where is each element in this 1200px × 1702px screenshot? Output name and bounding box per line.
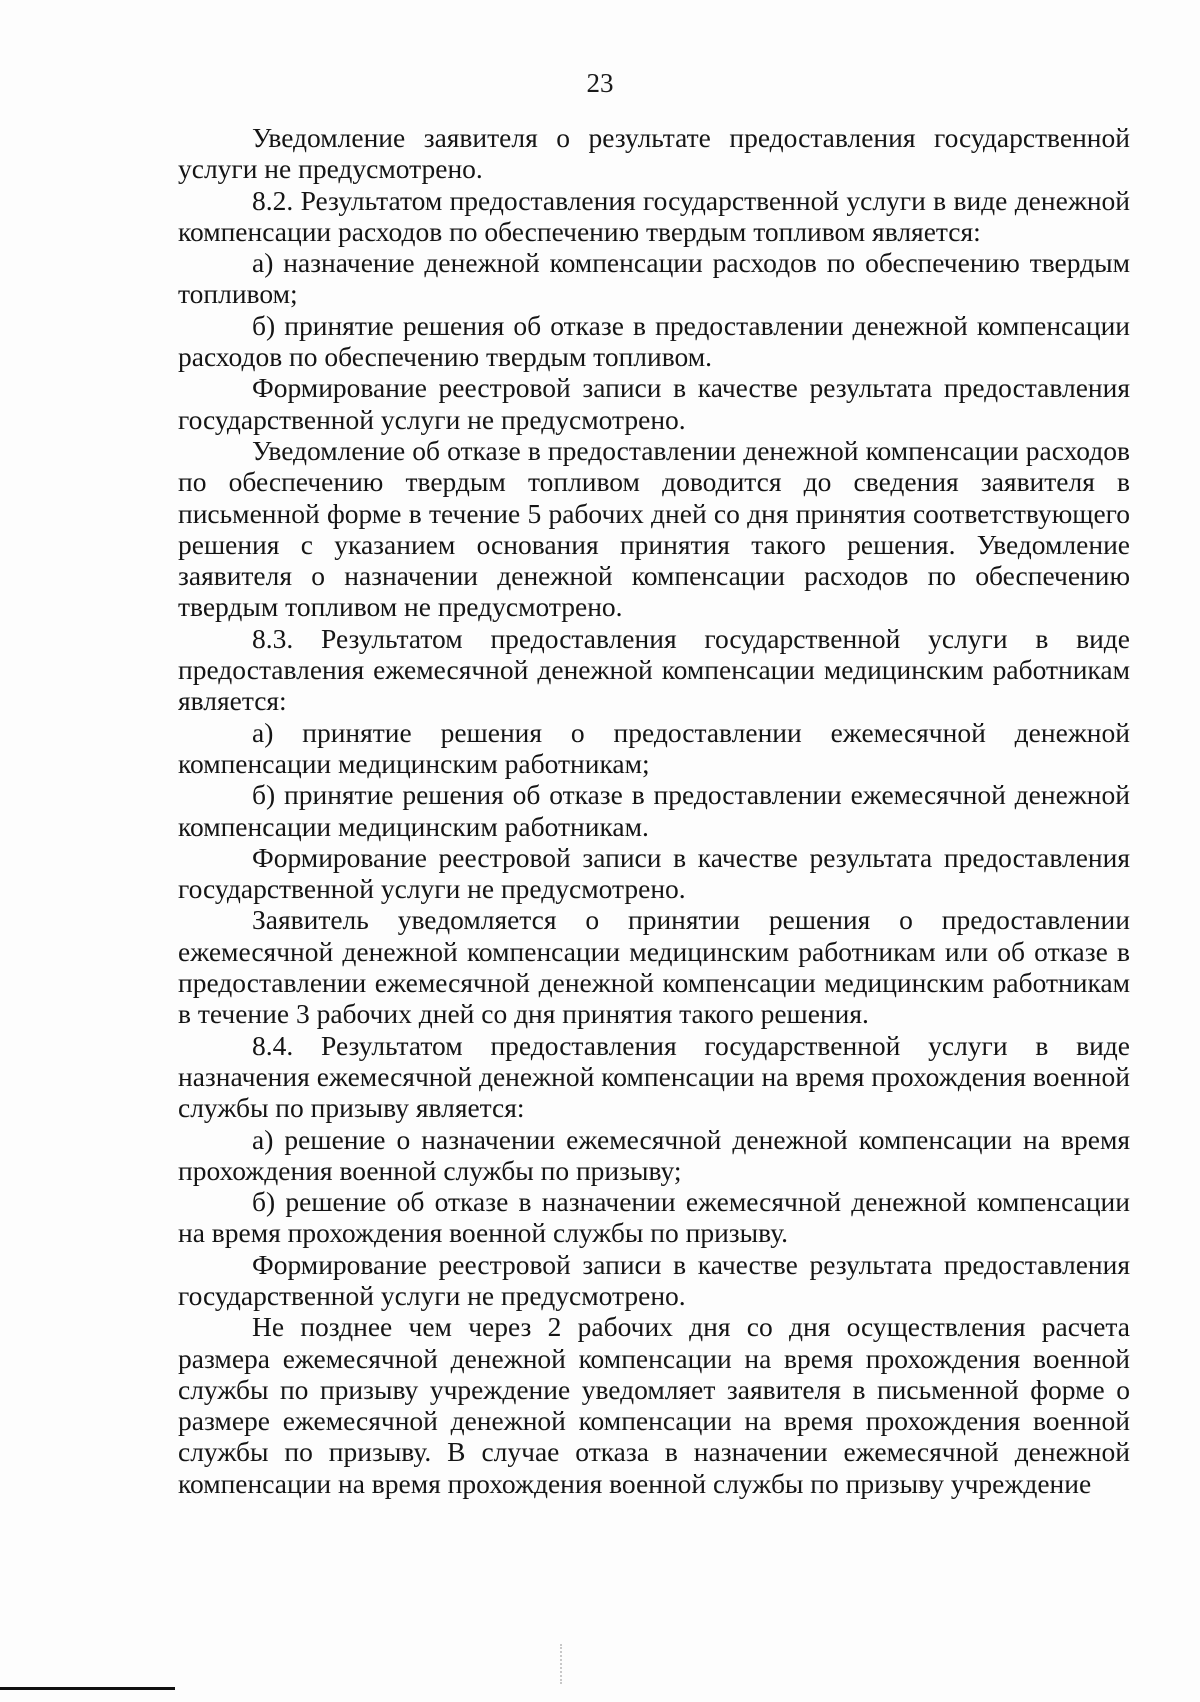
- page-number: 23: [586, 68, 614, 98]
- paragraph: Уведомление заявителя о результате предоставления государственной услуги не предусмотрено.: [178, 122, 1130, 185]
- paragraph: Заявитель уведомляется о принятии решения о предоставлении ежемесячной денежной компенсации медицинским работникам или об отказе в предоставлении ежемесячной денежной компенсации медицинским работникам в течение 3 рабочих дней со дня принятия такого решения.: [178, 904, 1130, 1030]
- paragraph: Формирование реестровой записи в качестве результата предоставления государственной услуги не предусмотрено.: [178, 1248, 1130, 1311]
- paragraph: 8.3. Результатом предоставления государственной услуги в виде предоставления ежемесячной денежной компенсации медицинским работникам является:: [178, 622, 1130, 717]
- paragraph: Уведомление об отказе в предоставлении денежной компенсации расходов по обеспечению твердым топливом доводится до сведения заявителя в письменной форме в течение 5 рабочих дней со дня принятия соответствующего решения с указанием основания принятия такого решения. Уведомление заявителя о назначении денежной компенсации расходов по обеспечению твердым топливом не предусмотрено.: [178, 434, 1130, 623]
- paragraph: 8.2. Результатом предоставления государственной услуги в виде денежной компенсации расходов по обеспечению твердым топливом является:: [178, 184, 1130, 247]
- scan-edge-line: [0, 1687, 175, 1690]
- paragraph: а) решение о назначении ежемесячной денежной компенсации на время прохождения военной службы по призыву;: [178, 1123, 1130, 1186]
- document-body: [178, 122, 1130, 1499]
- paragraph: Формирование реестровой записи в качестве результата предоставления государственной услуги не предусмотрено.: [178, 372, 1130, 435]
- paragraph: б) принятие решения об отказе в предоставлении ежемесячной денежной компенсации медицинским работникам.: [178, 779, 1130, 842]
- scan-artifact: [560, 1644, 564, 1684]
- paragraph: Не позднее чем через 2 рабочих дня со дня осуществления расчета размера ежемесячной денежной компенсации на время прохождения военной службы по призыву учреждение уведомляет заявителя в письменной форме о размере ежемесячной денежной компенсации на время прохождения военной службы по призыву. В случае отказа в назначении ежемесячной денежной компенсации на время прохождения военной службы по призыву учреждение: [178, 1311, 1130, 1499]
- paragraph: б) решение об отказе в назначении ежемесячной денежной компенсации на время прохождения военной службы по призыву.: [178, 1186, 1130, 1249]
- paragraph: 8.4. Результатом предоставления государственной услуги в виде назначения ежемесячной денежной компенсации на время прохождения военной службы по призыву является:: [178, 1029, 1130, 1124]
- paragraph: а) принятие решения о предоставлении ежемесячной денежной компенсации медицинским работникам;: [178, 716, 1130, 779]
- paragraph: а) назначение денежной компенсации расходов по обеспечению твердым топливом;: [178, 247, 1130, 310]
- paragraph: б) принятие решения об отказе в предоставлении денежной компенсации расходов по обеспечению твердым топливом.: [178, 309, 1130, 373]
- paragraph: Формирование реестровой записи в качестве результата предоставления государственной услуги не предусмотрено.: [178, 841, 1130, 905]
